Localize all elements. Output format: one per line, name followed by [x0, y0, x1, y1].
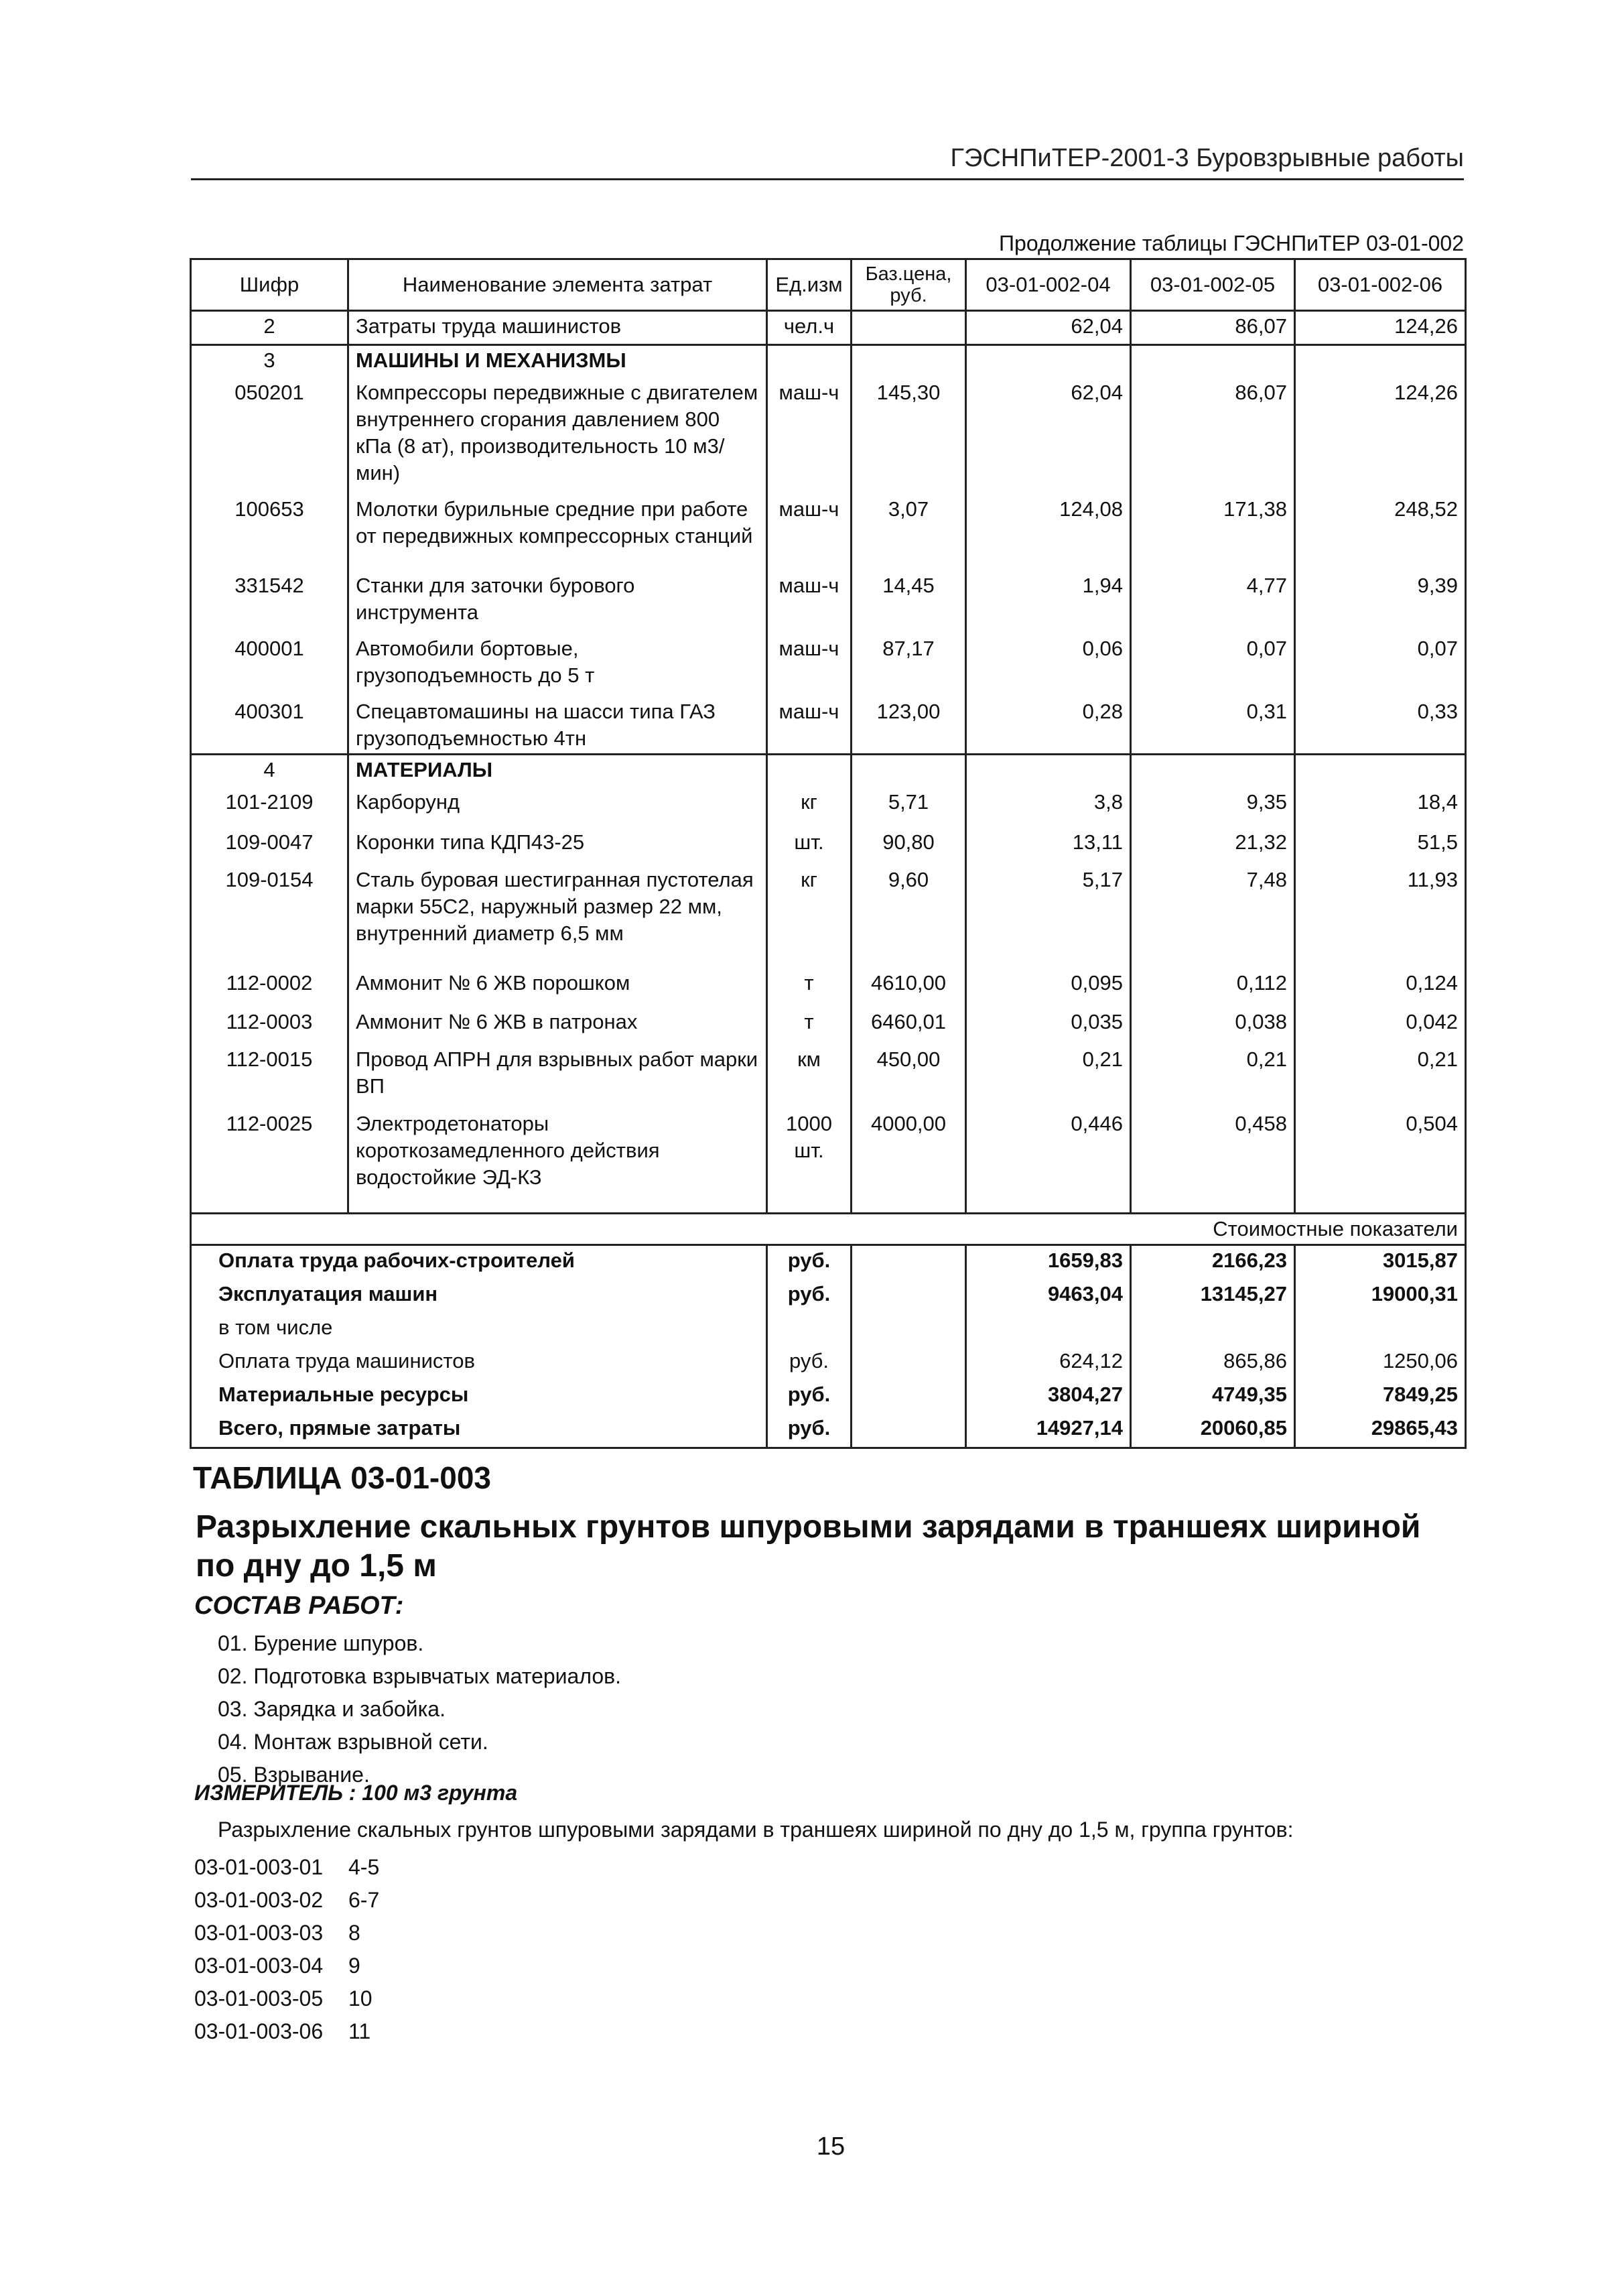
cost-value: [1295, 1313, 1466, 1346]
value-cell: [1131, 755, 1295, 788]
name-cell: Затраты труда машинистов: [348, 311, 767, 345]
value-cell: 4,77: [1131, 571, 1295, 634]
value-cell: 0,07: [1295, 634, 1466, 697]
name-cell: Коронки типа КДП43-25: [348, 828, 767, 865]
cost-price-empty: [852, 1413, 966, 1448]
code-item: [194, 1950, 379, 1982]
cost-row: [191, 1313, 1466, 1346]
price-cell: 90,80: [852, 828, 966, 865]
unit-cell: маш-ч: [767, 697, 852, 755]
price-cell: [852, 311, 966, 345]
cost-unit: [767, 1313, 852, 1346]
cost-header: Стоимостные показатели: [966, 1214, 1466, 1245]
cost-value: 14927,14: [966, 1413, 1131, 1448]
price-cell: 3,07: [852, 495, 966, 571]
spacer-cell: [767, 1192, 852, 1214]
cost-unit: руб.: [767, 1380, 852, 1413]
unit-cell: [767, 345, 852, 379]
value-cell: 0,31: [1131, 697, 1295, 755]
value-cell: 1,94: [966, 571, 1131, 634]
unit-cell: т: [767, 1007, 852, 1045]
code-cell: 112-0002: [191, 968, 348, 1007]
soil-group: 6-7: [348, 1888, 380, 1912]
code-item: [194, 1884, 379, 1917]
soil-group: 4-5: [348, 1855, 380, 1879]
price-cell: [852, 345, 966, 379]
work-item: 03. Зарядка и забойка.: [218, 1697, 446, 1721]
cost-row: [191, 1279, 1466, 1313]
name-cell: Провод АПРН для взрывных работ марки ВП: [348, 1045, 767, 1109]
cost-value: 624,12: [966, 1346, 1131, 1380]
section-description: Разрыхление скальных грунтов шпуровыми зарядами в траншеях шириной по дну до 1,5 м, группа грунтов:: [218, 1817, 1294, 1842]
work-item: 05. Взрывание.: [218, 1763, 370, 1787]
price-cell: 145,30: [852, 378, 966, 495]
price-cell: 87,17: [852, 634, 966, 697]
col-name-header: Наименование элемента затрат: [348, 259, 767, 311]
code-item: [194, 1851, 379, 1884]
price-cell: 4000,00: [852, 1109, 966, 1192]
cost-row: [191, 1346, 1466, 1380]
cost-unit: руб.: [767, 1413, 852, 1448]
code-cell: 109-0047: [191, 828, 348, 865]
value-cell: 124,26: [1295, 378, 1466, 495]
value-cell: 124,26: [1295, 311, 1466, 345]
unit-cell: кг: [767, 865, 852, 968]
unit-cell: 1000 шт.: [767, 1109, 852, 1192]
value-cell: 248,52: [1295, 495, 1466, 571]
name-cell: Сталь буровая шестигранная пустотелая марки 55С2, наружный размер 22 мм, внутренний диаметр 6,5 мм: [348, 865, 767, 968]
cost-value: [966, 1313, 1131, 1346]
value-cell: 0,21: [966, 1045, 1131, 1109]
cost-price-empty: [852, 1313, 966, 1346]
price-cell: 5,71: [852, 787, 966, 828]
value-cell: 0,458: [1131, 1109, 1295, 1192]
code-cell: 112-0003: [191, 1007, 348, 1045]
unit-cell: чел.ч: [767, 311, 852, 345]
unit-cell: маш-ч: [767, 634, 852, 697]
code-cell: 101-2109: [191, 787, 348, 828]
resource-table: [190, 258, 1467, 1449]
col-variant-1-header: 03-01-002-04: [966, 259, 1131, 311]
code-cell: 2: [191, 311, 348, 345]
name-cell: Спецавтомашины на шасси типа ГАЗ грузоподъемностью 4тн: [348, 697, 767, 755]
table-row: [191, 1045, 1466, 1109]
value-cell: [966, 755, 1131, 788]
value-cell: 0,28: [966, 697, 1131, 755]
cost-value: [1131, 1313, 1295, 1346]
section-subtitle: Разрыхление скальных грунтов шпуровыми зарядами в траншеях шириной по дну до 1,5 м: [196, 1509, 1421, 1584]
cost-unit: руб.: [767, 1346, 852, 1380]
col-price-header: Баз.цена, руб.: [852, 259, 966, 311]
code-number: 03-01-003-03: [194, 1921, 324, 1945]
col-code-header: Шифр: [191, 259, 348, 311]
table-row: [191, 1109, 1466, 1192]
value-cell: 62,04: [966, 311, 1131, 345]
value-cell: [1131, 345, 1295, 379]
cost-label: Материальные ресурсы: [191, 1380, 767, 1413]
unit-cell: км: [767, 1045, 852, 1109]
page-number: 15: [816, 2132, 846, 2161]
price-cell: [852, 755, 966, 788]
name-cell: МАТЕРИАЛЫ: [348, 755, 767, 788]
value-cell: 0,33: [1295, 697, 1466, 755]
value-cell: 0,124: [1295, 968, 1466, 1007]
cost-value: 4749,35: [1131, 1380, 1295, 1413]
cost-label: Оплата труда рабочих-строителей: [191, 1245, 767, 1280]
name-cell: Молотки бурильные средние при работе от передвижных компрессорных станций: [348, 495, 767, 571]
unit-cell: маш-ч: [767, 571, 852, 634]
soil-group: 11: [348, 2019, 371, 2043]
code-list: [194, 1851, 379, 2048]
works-list: [218, 1627, 621, 1791]
table-row: [191, 1007, 1466, 1045]
table-row: [191, 634, 1466, 697]
value-cell: 124,08: [966, 495, 1131, 571]
value-cell: [1295, 755, 1466, 788]
cost-header-spacer: [191, 1214, 966, 1245]
value-cell: 86,07: [1131, 311, 1295, 345]
header-rule: [191, 178, 1464, 180]
value-cell: 171,38: [1131, 495, 1295, 571]
work-item: 04. Монтаж взрывной сети.: [218, 1730, 488, 1754]
cost-value: 19000,31: [1295, 1279, 1466, 1313]
value-cell: [1295, 345, 1466, 379]
value-cell: 0,06: [966, 634, 1131, 697]
table-row: [191, 865, 1466, 968]
price-cell: 4610,00: [852, 968, 966, 1007]
cost-unit: руб.: [767, 1245, 852, 1280]
name-cell: Станки для заточки бурового инструмента: [348, 571, 767, 634]
cost-price-empty: [852, 1380, 966, 1413]
price-cell: 123,00: [852, 697, 966, 755]
value-cell: 18,4: [1295, 787, 1466, 828]
cost-value: 20060,85: [1131, 1413, 1295, 1448]
code-item: [194, 2015, 379, 2048]
cost-value: 1659,83: [966, 1245, 1131, 1280]
name-cell: МАШИНЫ И МЕХАНИЗМЫ: [348, 345, 767, 379]
cost-label: Эксплуатация машин: [191, 1279, 767, 1313]
col-variant-3-header: 03-01-002-06: [1295, 259, 1466, 311]
code-item: [194, 1982, 379, 2015]
value-cell: 0,035: [966, 1007, 1131, 1045]
table-row: [191, 571, 1466, 634]
value-cell: 0,112: [1131, 968, 1295, 1007]
unit-cell: т: [767, 968, 852, 1007]
value-cell: 11,93: [1295, 865, 1466, 968]
value-cell: 3,8: [966, 787, 1131, 828]
code-number: 03-01-003-05: [194, 1986, 324, 2011]
col-variant-2-header: 03-01-002-05: [1131, 259, 1295, 311]
value-cell: 0,042: [1295, 1007, 1466, 1045]
cost-unit: руб.: [767, 1279, 852, 1313]
unit-cell: кг: [767, 787, 852, 828]
value-cell: 0,07: [1131, 634, 1295, 697]
cost-value: 29865,43: [1295, 1413, 1466, 1448]
value-cell: 0,446: [966, 1109, 1131, 1192]
spacer-cell: [1295, 1192, 1466, 1214]
col-unit-header: Ед.изм: [767, 259, 852, 311]
code-number: 03-01-003-02: [194, 1888, 324, 1912]
price-cell: 14,45: [852, 571, 966, 634]
composition-label: СОСТАВ РАБОТ:: [194, 1592, 404, 1620]
section-title: ТАБЛИЦА 03-01-003: [193, 1460, 491, 1495]
price-cell: 6460,01: [852, 1007, 966, 1045]
code-cell: 100653: [191, 495, 348, 571]
cost-value: 2166,23: [1131, 1245, 1295, 1280]
name-cell: Электродетонаторы короткозамедленного действия водостойкие ЭД-КЗ: [348, 1109, 767, 1192]
table-header-row: [191, 259, 1466, 311]
code-number: 03-01-003-04: [194, 1954, 324, 1978]
value-cell: 13,11: [966, 828, 1131, 865]
name-cell: Компрессоры передвижные с двигателем внутреннего сгорания давлением 800 кПа (8 ат), производительность 10 м3/мин): [348, 378, 767, 495]
code-cell: 4: [191, 755, 348, 788]
cost-label: Всего, прямые затраты: [191, 1413, 767, 1448]
price-cell: 450,00: [852, 1045, 966, 1109]
value-cell: 5,17: [966, 865, 1131, 968]
spacer-cell: [852, 1192, 966, 1214]
table-row: [191, 311, 1466, 345]
unit-cell: [767, 755, 852, 788]
cost-row: [191, 1380, 1466, 1413]
table-row: [191, 828, 1466, 865]
cost-value: 3015,87: [1295, 1245, 1466, 1280]
cost-price-empty: [852, 1245, 966, 1280]
value-cell: 9,39: [1295, 571, 1466, 634]
work-item: 01. Бурение шпуров.: [218, 1631, 424, 1655]
value-cell: 51,5: [1295, 828, 1466, 865]
value-cell: 0,504: [1295, 1109, 1466, 1192]
value-cell: [966, 345, 1131, 379]
value-cell: 0,21: [1131, 1045, 1295, 1109]
unit-cell: шт.: [767, 828, 852, 865]
soil-group: 10: [348, 1986, 373, 2011]
value-cell: 0,038: [1131, 1007, 1295, 1045]
spacer-cell: [966, 1192, 1131, 1214]
measure-unit: ИЗМЕРИТЕЛЬ : 100 м3 грунта: [194, 1781, 518, 1805]
value-cell: 86,07: [1131, 378, 1295, 495]
code-cell: 400301: [191, 697, 348, 755]
table-row: [191, 495, 1466, 571]
cost-header-row: [191, 1214, 1466, 1245]
name-cell: Аммонит № 6 ЖВ в патронах: [348, 1007, 767, 1045]
cost-label: Оплата труда машинистов: [191, 1346, 767, 1380]
cost-value: 865,86: [1131, 1346, 1295, 1380]
code-cell: 112-0015: [191, 1045, 348, 1109]
value-cell: 9,35: [1131, 787, 1295, 828]
cost-price-empty: [852, 1279, 966, 1313]
table-row: [191, 787, 1466, 828]
cost-value: 13145,27: [1131, 1279, 1295, 1313]
cost-row: [191, 1413, 1466, 1448]
code-cell: 109-0154: [191, 865, 348, 968]
value-cell: 0,21: [1295, 1045, 1466, 1109]
unit-cell: маш-ч: [767, 495, 852, 571]
code-number: 03-01-003-06: [194, 2019, 324, 2043]
value-cell: 62,04: [966, 378, 1131, 495]
price-cell: 9,60: [852, 865, 966, 968]
name-cell: Аммонит № 6 ЖВ порошком: [348, 968, 767, 1007]
cost-label: в том числе: [191, 1313, 767, 1346]
cost-row: [191, 1245, 1466, 1280]
code-cell: 400001: [191, 634, 348, 697]
unit-cell: маш-ч: [767, 378, 852, 495]
value-cell: 21,32: [1131, 828, 1295, 865]
cost-value: 7849,25: [1295, 1380, 1466, 1413]
cost-value: 9463,04: [966, 1279, 1131, 1313]
spacer-cell: [191, 1192, 348, 1214]
code-number: 03-01-003-01: [194, 1855, 324, 1879]
code-cell: 050201: [191, 378, 348, 495]
running-header: ГЭСНПиТЕР-2001-3 Буровзрывные работы: [950, 144, 1464, 172]
name-cell: Автомобили бортовые, грузоподъемность до 5 т: [348, 634, 767, 697]
spacer-cell: [1131, 1192, 1295, 1214]
work-item: 02. Подготовка взрывчатых материалов.: [218, 1664, 622, 1688]
cost-value: 1250,06: [1295, 1346, 1466, 1380]
table-row: [191, 968, 1466, 1007]
table-continuation-caption: Продолжение таблицы ГЭСНПиТЕР 03-01-002: [999, 231, 1464, 255]
table-row: [191, 755, 1466, 788]
cost-value: 3804,27: [966, 1380, 1131, 1413]
code-cell: 3: [191, 345, 348, 379]
cost-price-empty: [852, 1346, 966, 1380]
value-cell: 7,48: [1131, 865, 1295, 968]
table-row: [191, 697, 1466, 755]
code-item: [194, 1917, 379, 1950]
value-cell: 0,095: [966, 968, 1131, 1007]
table-row: [191, 378, 1466, 495]
soil-group: 8: [348, 1921, 360, 1945]
table-row: [191, 345, 1466, 379]
table-spacer-row: [191, 1192, 1466, 1214]
code-cell: 331542: [191, 571, 348, 634]
spacer-cell: [348, 1192, 767, 1214]
code-cell: 112-0025: [191, 1109, 348, 1192]
name-cell: Карборунд: [348, 787, 767, 828]
soil-group: 9: [348, 1954, 360, 1978]
